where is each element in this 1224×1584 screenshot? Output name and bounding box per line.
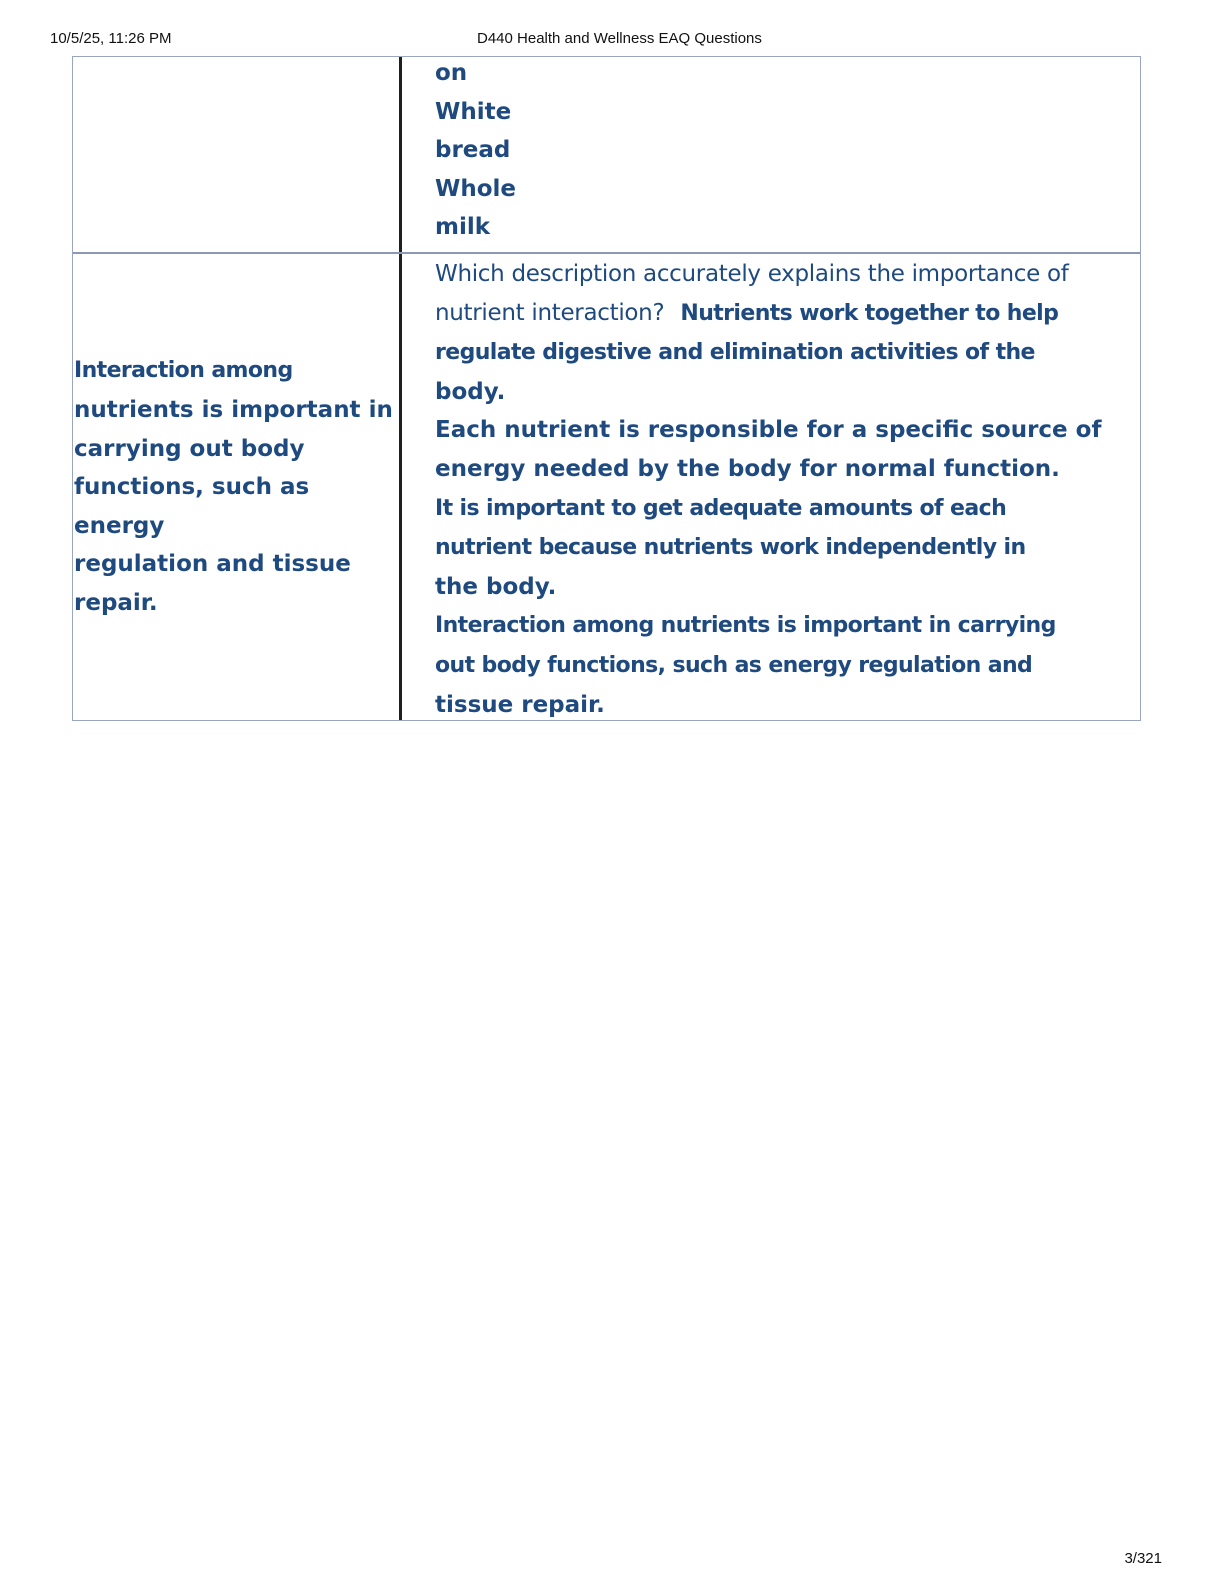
option-text: Interaction among nutrients is important in carrying (435, 613, 1056, 639)
answer-line: nutrients is important in (74, 397, 393, 424)
page-number: 3/321 (1124, 1550, 1162, 1567)
option-text: Whole (435, 175, 517, 202)
question-cell (402, 54, 1140, 252)
print-datetime: 10/5/25, 11:26 PM (50, 30, 172, 47)
option-text: regulate digestive and elimination activities of the (435, 340, 1035, 366)
correct-answer-text (73, 352, 399, 622)
table-row (73, 57, 1140, 252)
table-row (73, 252, 1140, 720)
qa-table (72, 56, 1141, 721)
option-text: on (435, 60, 468, 86)
option-text: tissue repair. (435, 691, 605, 718)
answer-line: functions, such as energy (74, 474, 310, 539)
answer-cell (73, 57, 402, 252)
print-header (0, 30, 1224, 50)
option-text: bread (435, 137, 511, 164)
answer-line: carrying out body (74, 435, 305, 462)
document-title: D440 Health and Wellness EAQ Questions (477, 30, 762, 47)
option-text: energy needed by the body for normal function. (435, 455, 1060, 482)
answer-line: repair. (74, 589, 158, 616)
option-text: body. (435, 378, 506, 405)
option-text: nutrient because nutrients work independently in (435, 535, 1026, 561)
option-text: It is important to get adequate amounts of each (435, 495, 1007, 521)
option-text: milk (435, 214, 491, 241)
answer-line: Interaction among (74, 358, 293, 384)
option-text: White (435, 98, 512, 125)
answer-line: regulation and tissue (74, 551, 351, 578)
question-text: nutrient interaction? (435, 299, 665, 326)
option-text: Each nutrient is responsible for a specific source of (435, 417, 1102, 444)
answer-cell (73, 254, 402, 720)
question-text: Which description accurately explains the importance of (435, 261, 1069, 287)
option-text: the body. (435, 573, 557, 600)
option-text: out body functions, such as energy regulation and (435, 652, 1033, 678)
question-cell (402, 254, 1140, 720)
option-text: Nutrients work together to help (680, 300, 1059, 326)
